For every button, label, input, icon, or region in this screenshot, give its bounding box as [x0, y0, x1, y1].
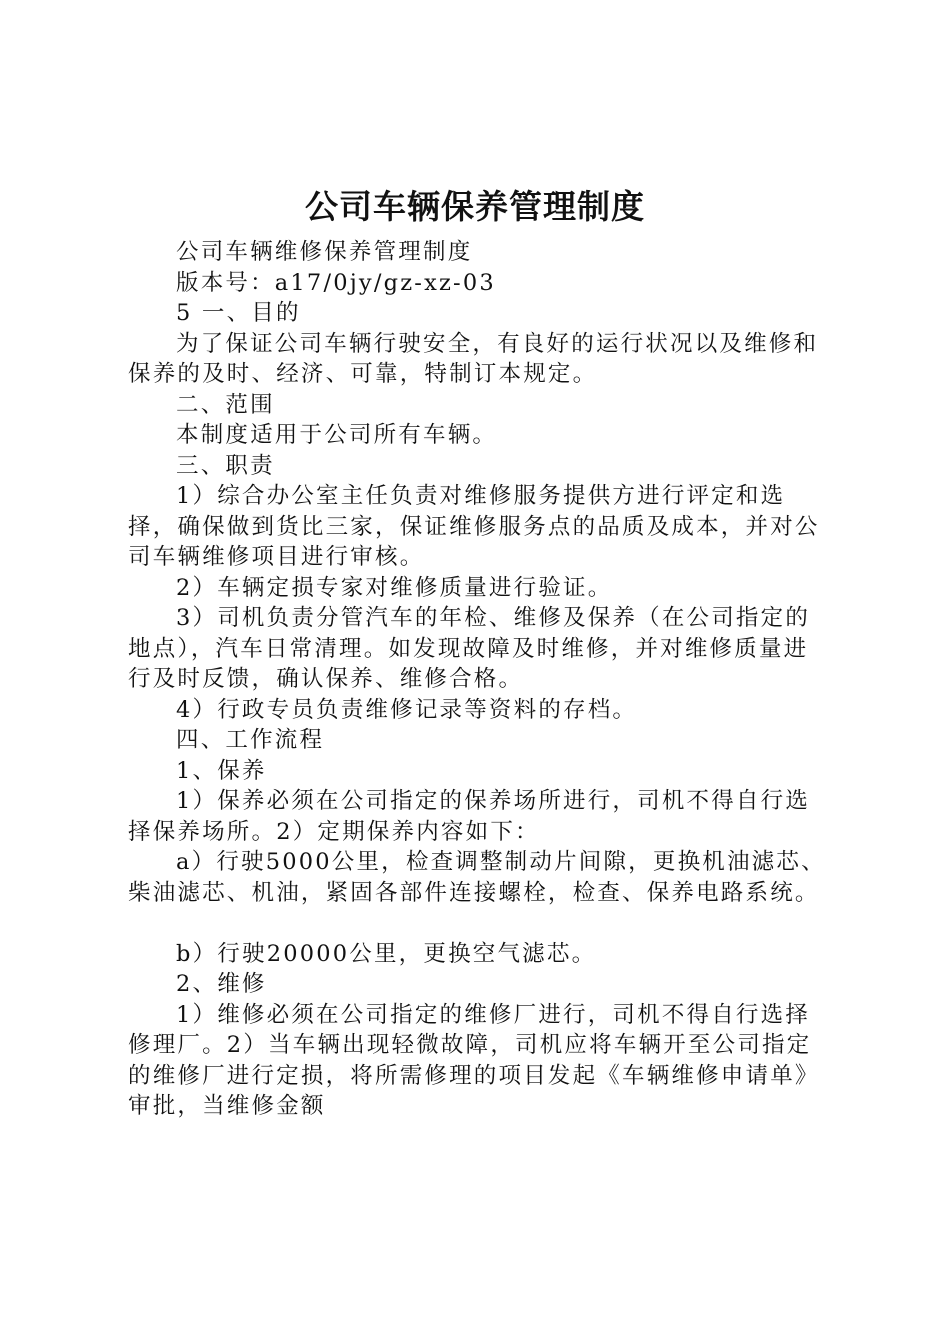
paragraph-scope: 本制度适用于公司所有车辆。: [176, 422, 498, 448]
paragraph-maintenance-b: b）行驶20000公里，更换空气滤芯。: [176, 940, 597, 967]
paragraph-repair-1: 1）维修必须在公司指定的维修厂进行，司机不得自行选择修理厂。2）当车辆出现轻微故障，司机应将车辆开至公司指定的维修厂进行定损，将所需修理的项目发起《车辆维修申请单》审批，当维修金额: [128, 1001, 820, 1119]
paragraph-subtitle: 公司车辆维修保养管理制度: [176, 239, 473, 265]
paragraph-maintenance-a: a）行驶5000公里，检查调整制动片间隙，更换机油滤芯、柴油滤芯、机油，紧固各部件连接螺栓，检查、保养电路系统。: [128, 849, 826, 906]
section-heading-workflow: 四、工作流程: [176, 727, 325, 753]
document-title: 公司车辆保养管理制度: [305, 187, 645, 226]
subheading-repair: 2、维修: [176, 971, 267, 997]
paragraph-duty-2: 2）车辆定损专家对维修质量进行验证。: [176, 574, 613, 601]
paragraph-duty-1: 1）综合办公室主任负责对维修服务提供方进行评定和选择，确保做到货比三家，保证维修服务点的品质及成本，并对公司车辆维修项目进行审核。: [128, 483, 820, 570]
document-body: [128, 237, 832, 1122]
section-heading-scope: 二、范围: [176, 391, 275, 418]
paragraph-duty-4: 4）行政专员负责维修记录等资料的存档。: [176, 696, 638, 723]
paragraph-maintenance-1: 1）保养必须在公司指定的保养场所进行，司机不得自行选择保养场所。2）定期保养内容如下：: [128, 788, 811, 845]
section-heading-duties: 三、职责: [176, 452, 275, 479]
paragraph-version: 版本号：a17/0jy/gz-xz-03: [176, 269, 496, 296]
section-heading-purpose: 5 一、目的: [176, 300, 301, 326]
subheading-maintenance: 1、保养: [176, 757, 267, 784]
paragraph-purpose: 为了保证公司车辆行驶安全，有良好的运行状况以及维修和保养的及时、经济、可靠，特制订本规定。: [128, 330, 819, 387]
paragraph-duty-3: 3）司机负责分管汽车的年检、维修及保养（在公司指定的地点），汽车日常清理。如发现故障及时维修，并对维修质量进行及时反馈，确认保养、维修合格。: [128, 605, 811, 692]
